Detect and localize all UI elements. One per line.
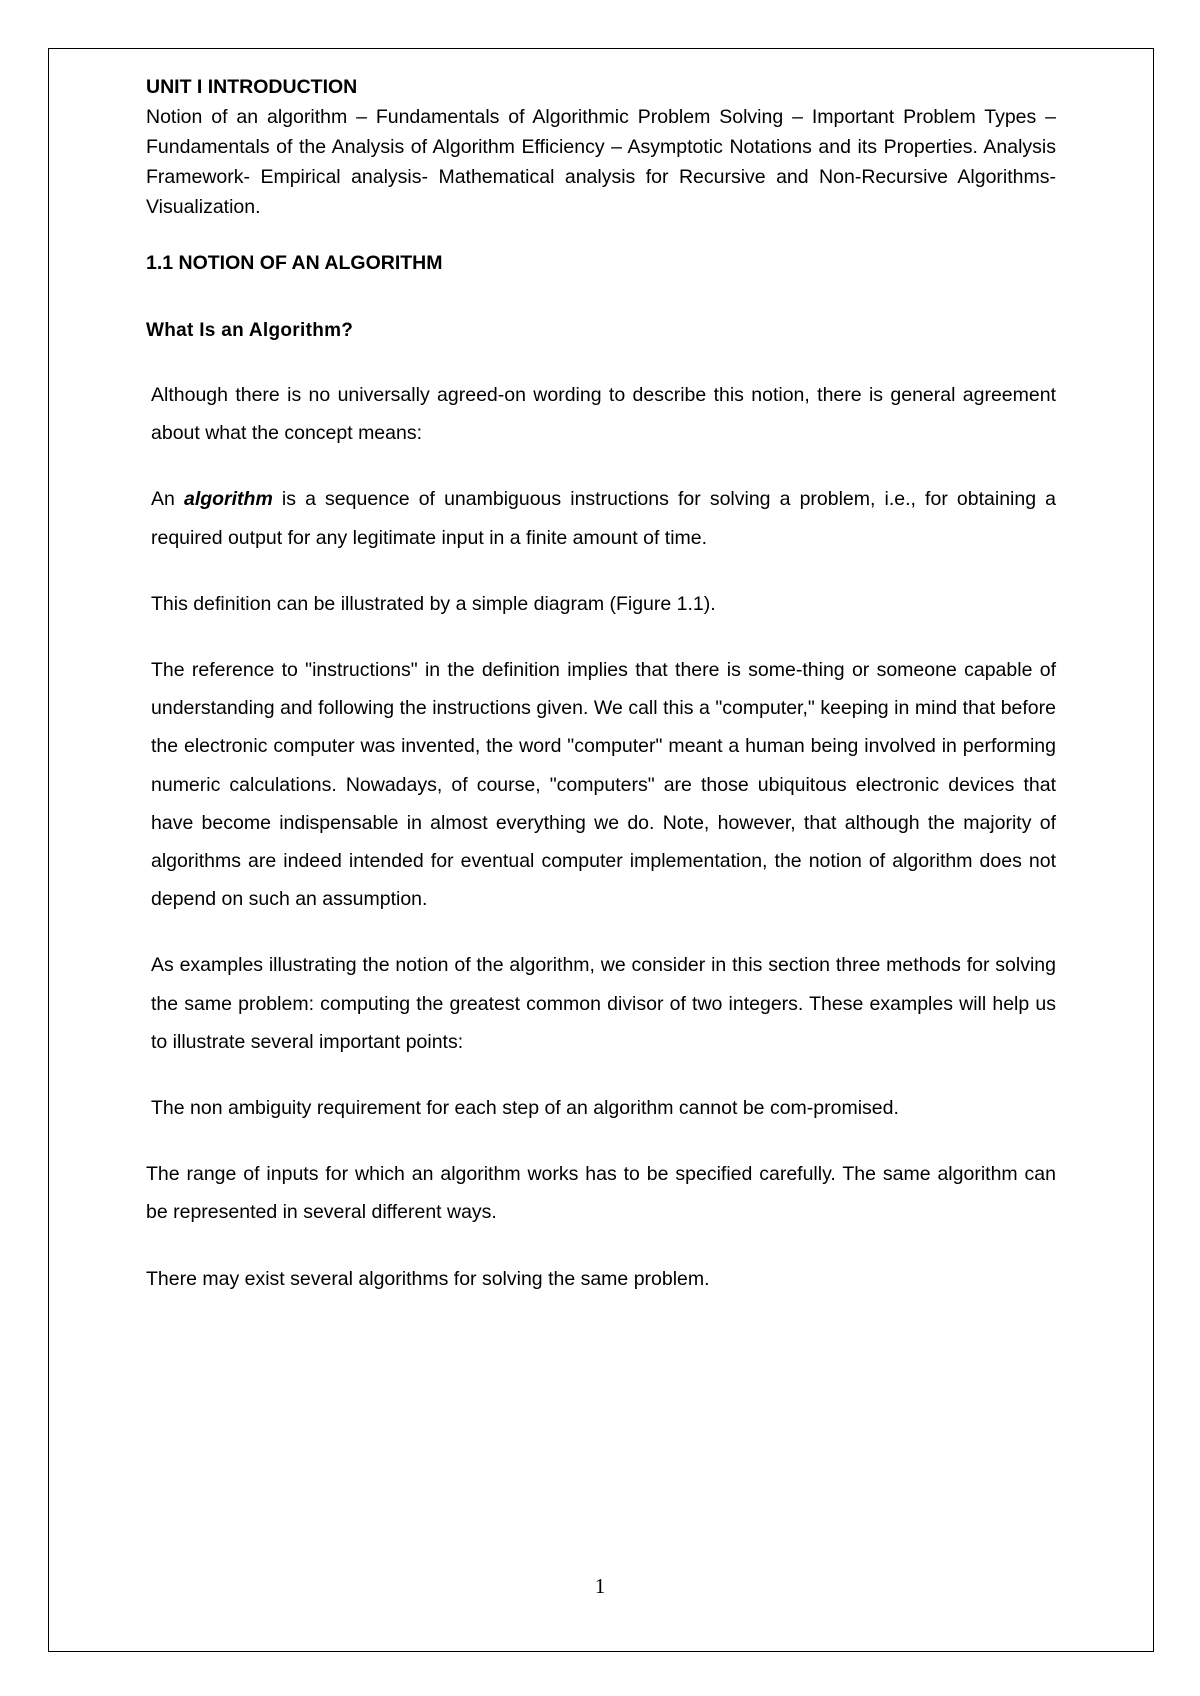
examples-paragraph: As examples illustrating the notion of the algorithm, we consider in this section three methods for solving the same problem: computing the greatest common divisor of two integers. These examples will help us to illustrate several important points: xyxy=(151,954,1056,1053)
point-range-of-inputs: The range of inputs for which an algorithm works has to be specified carefully. The same algorithm can be represented in several different ways. xyxy=(146,1163,1056,1224)
instructions-paragraph: The reference to "instructions" in the definition implies that there is some-thing or someone capable of understanding and following the instructions given. We call this a "computer," keeping in mind that before the electronic computer was invented, the word "computer" meant a human being involved in performing numeric calculations. Nowadays, of course, "computers" are those ubiquitous electronic devices that have become indispensable in almost everything we do. Note, however, that although the majority of algorithms are indeed intended for eventual computer implementation, the notion of algorithm does not depend on such an assumption. xyxy=(151,659,1056,911)
section-title: 1.1 NOTION OF AN ALGORITHM xyxy=(146,252,443,274)
definition-term: algorithm xyxy=(183,488,273,511)
unit-syllabus: Notion of an algorithm – Fundamentals of Algorithmic Problem Solving – Important Problem Types –Fundamentals of the Analysis of Algorithm Efficiency – Asymptotic Notations and its Properties. Analysis Framework- Empirical analysis- Mathematical analysis for Recursive and Non-Recursive Algorithms-Visualization. xyxy=(146,106,1056,218)
definition-paragraph xyxy=(146,480,1056,556)
figure-reference-paragraph: This definition can be illustrated by a simple diagram (Figure 1.1). xyxy=(151,592,716,615)
page-number: 1 xyxy=(594,1574,606,1598)
subsection-title: What Is an Algorithm? xyxy=(146,320,354,341)
intro-paragraph: Although there is no universally agreed-on wording to describe this notion, there is general agreement about what the concept means: xyxy=(151,384,1056,445)
definition-text: is a sequence of unambiguous instructions for solving a problem, i.e., for obtaining a required output for any legitimate input in a finite amount of time. xyxy=(151,488,1057,549)
document-body xyxy=(146,72,1056,1298)
point-several-algorithms: There may exist several algorithms for solving the same problem. xyxy=(146,1267,710,1290)
definition-prefix: An xyxy=(151,488,175,511)
point-non-ambiguity: The non ambiguity requirement for each step of an algorithm cannot be com-promised. xyxy=(151,1097,899,1120)
unit-title: UNIT I INTRODUCTION xyxy=(146,76,358,98)
